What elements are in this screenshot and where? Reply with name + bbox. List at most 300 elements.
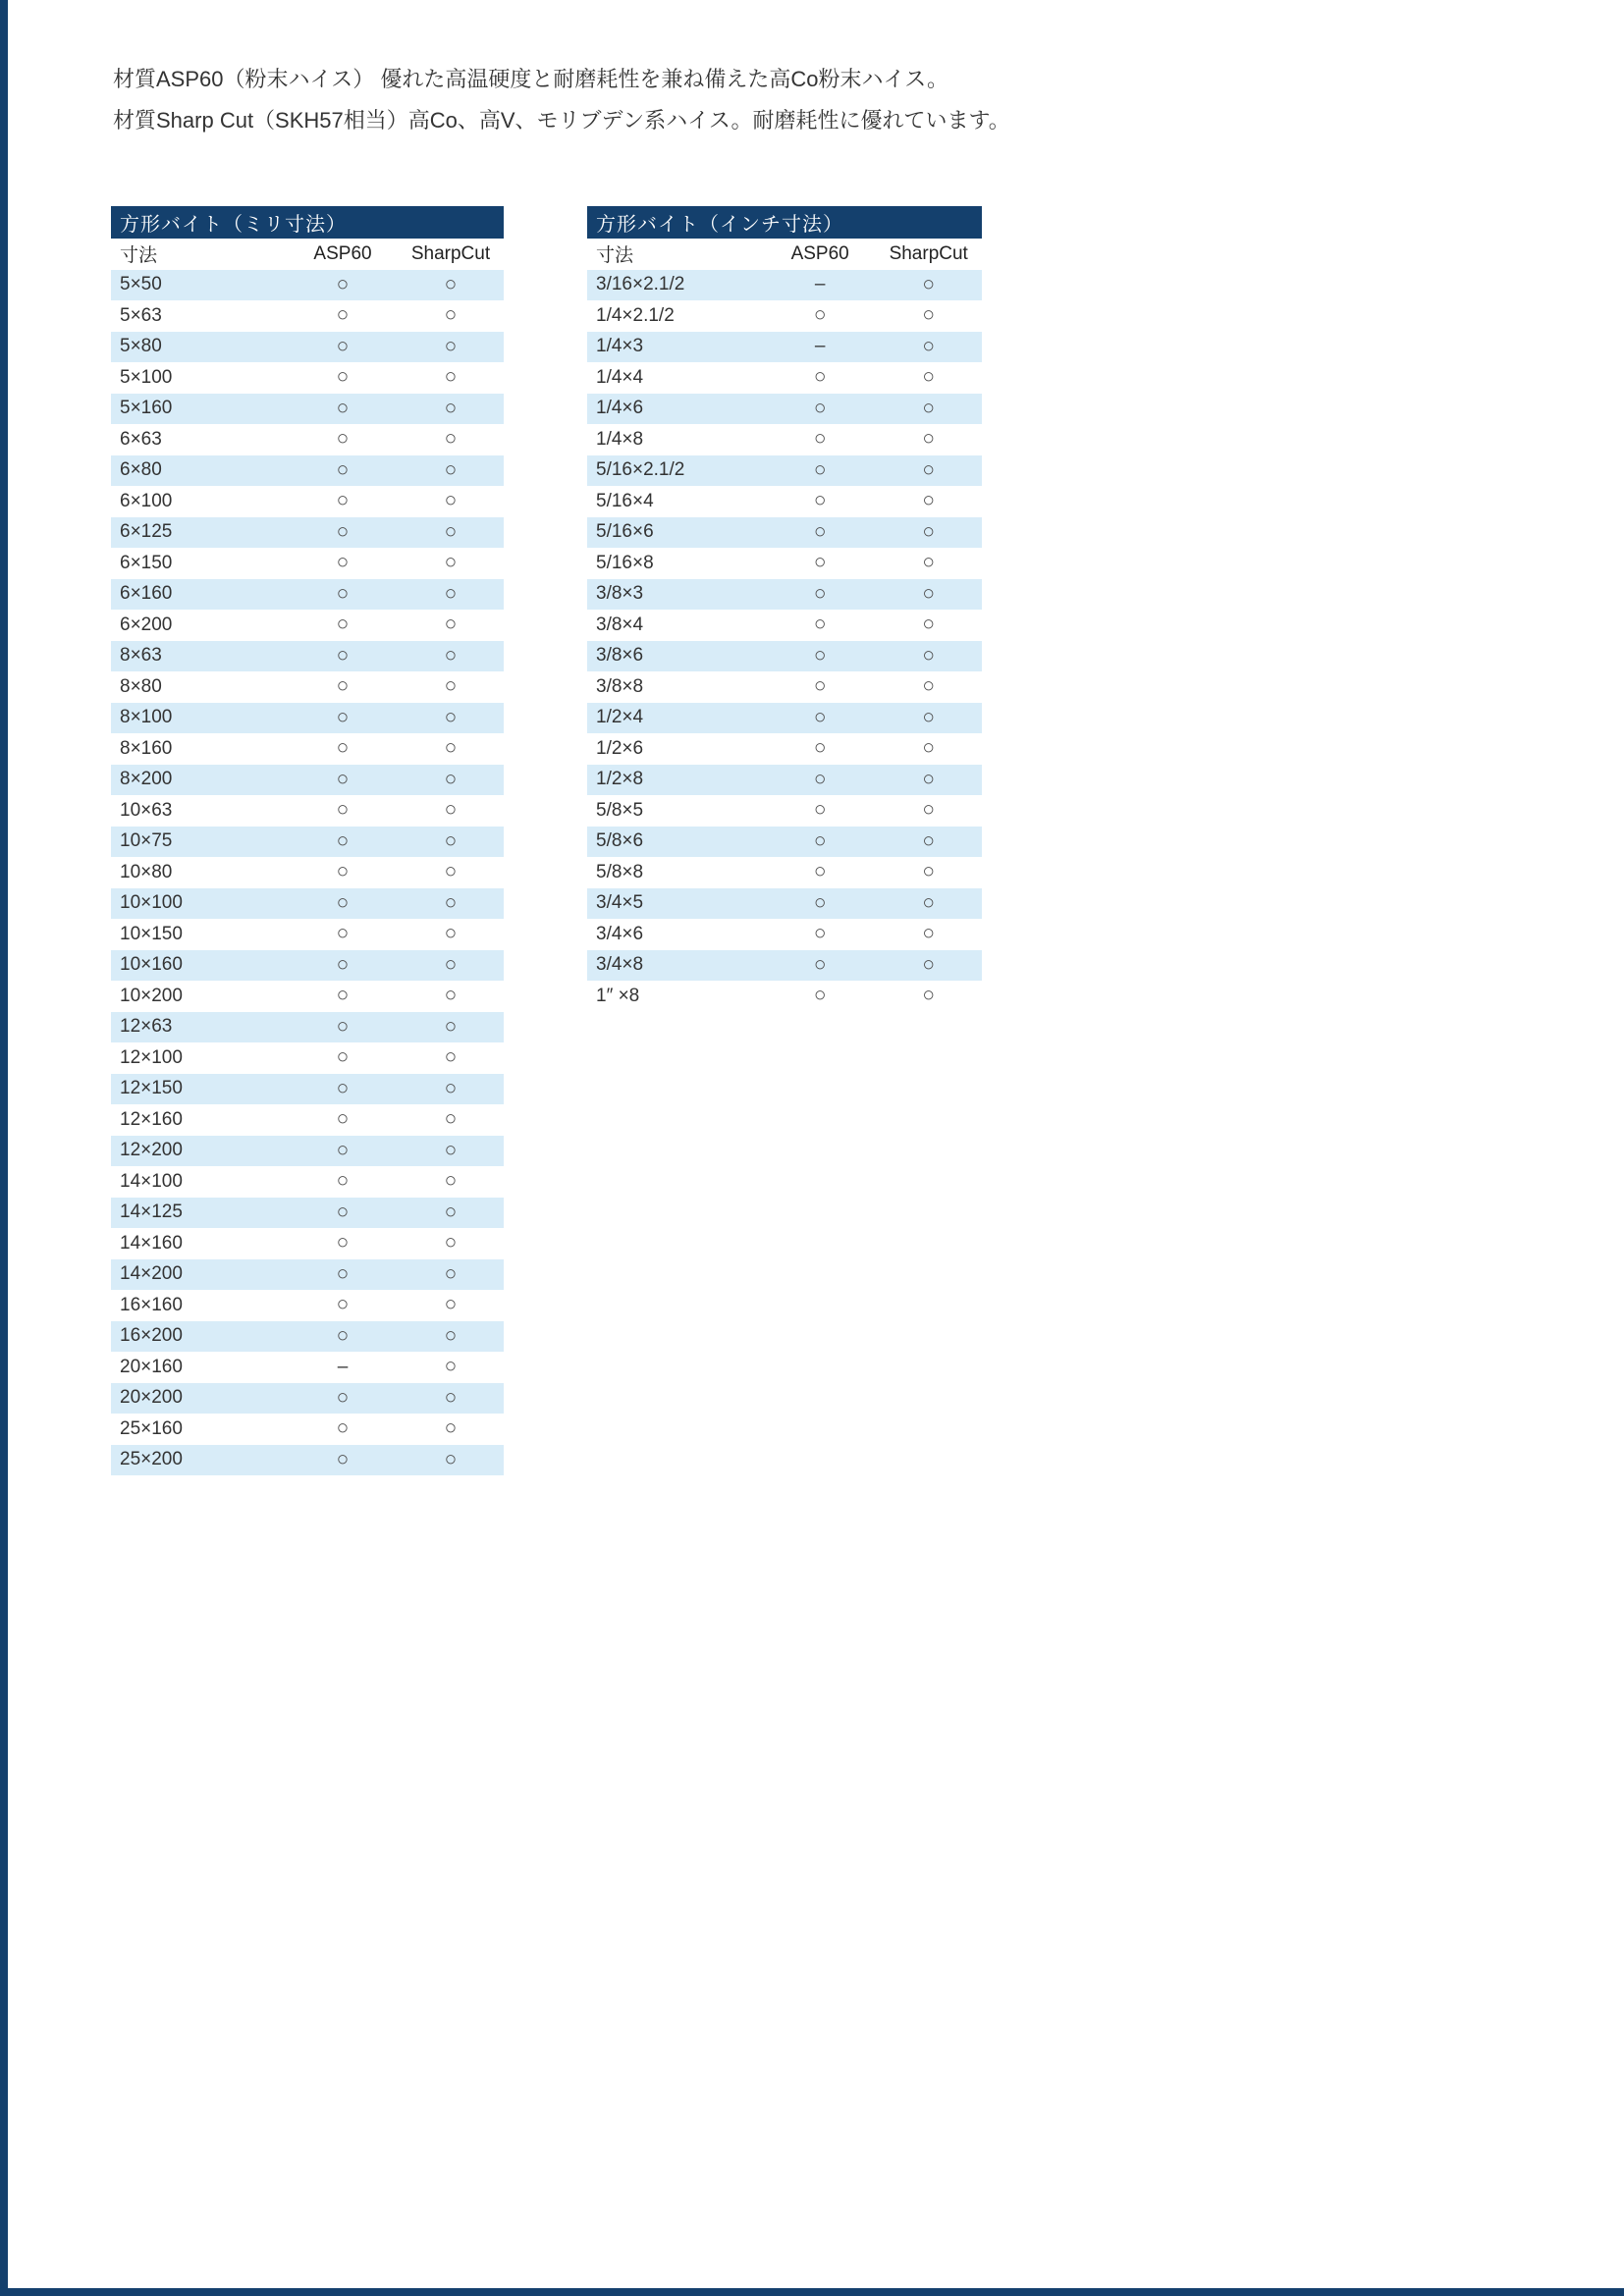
- available-circle-icon: ○: [336, 1448, 350, 1470]
- available-circle-icon: ○: [444, 1294, 458, 1316]
- available-circle-icon: ○: [336, 1015, 350, 1038]
- table-row: [587, 610, 982, 641]
- cell-size: 8×100: [120, 707, 173, 728]
- cell-size: 1/2×8: [596, 769, 644, 790]
- available-circle-icon: ○: [336, 490, 350, 512]
- available-circle-icon: ○: [444, 953, 458, 976]
- cell-asp60: [765, 737, 876, 760]
- cell-size: 6×63: [120, 428, 162, 450]
- available-circle-icon: ○: [444, 1201, 458, 1223]
- cell-size: 1/4×2.1/2: [596, 304, 675, 326]
- cell-asp60: [288, 769, 398, 791]
- cell-size: 6×100: [120, 490, 173, 511]
- cell-size: 5/8×8: [596, 861, 644, 882]
- available-circle-icon: ○: [813, 428, 827, 451]
- cell-size: 3/8×6: [596, 645, 644, 667]
- cell-sharpcut: [398, 614, 504, 636]
- available-circle-icon: ○: [813, 458, 827, 481]
- table-title-mm: 方形バイト（ミリ寸法）: [111, 206, 504, 239]
- available-circle-icon: ○: [444, 1139, 458, 1161]
- cell-size: 6×80: [120, 459, 162, 481]
- cell-size: 5/16×8: [596, 552, 654, 573]
- available-circle-icon: ○: [813, 520, 827, 543]
- page-border-bottom: [0, 2288, 1624, 2296]
- cell-asp60: [288, 1325, 398, 1348]
- table-row: [111, 827, 504, 858]
- column-header-sharpcut: SharpCut: [410, 242, 491, 264]
- cell-asp60: [765, 552, 876, 574]
- cell-asp60: [288, 1201, 398, 1224]
- table-row: [111, 1198, 504, 1229]
- cell-sharpcut: [398, 1201, 504, 1224]
- cell-sharpcut: [398, 954, 504, 977]
- cell-size: 12×200: [120, 1140, 183, 1161]
- cell-asp60: [288, 398, 398, 420]
- table-row: [111, 1012, 504, 1043]
- table-row: [111, 919, 504, 950]
- cell-size: 5×100: [120, 366, 173, 388]
- cell-sharpcut: [398, 985, 504, 1007]
- cell-size: 5/8×6: [596, 830, 644, 852]
- table-row: [111, 579, 504, 611]
- cell-size: 5/16×2.1/2: [596, 459, 685, 481]
- cell-asp60: [765, 366, 876, 389]
- available-circle-icon: ○: [444, 644, 458, 667]
- cell-size: 5×50: [120, 274, 162, 295]
- available-circle-icon: ○: [922, 799, 936, 822]
- available-circle-icon: ○: [336, 304, 350, 327]
- table-row: [587, 827, 982, 858]
- table-row: [111, 517, 504, 549]
- table-row: [587, 795, 982, 827]
- table-row: [587, 950, 982, 982]
- available-circle-icon: ○: [336, 675, 350, 698]
- not-available-dash: –: [814, 274, 826, 295]
- material-description: [113, 59, 1010, 141]
- cell-asp60: [288, 1232, 398, 1255]
- table-row: [111, 332, 504, 363]
- cell-sharpcut: [875, 892, 982, 915]
- cell-size: 5/16×6: [596, 521, 654, 543]
- table-row: [111, 486, 504, 517]
- available-circle-icon: ○: [336, 1108, 350, 1131]
- cell-sharpcut: [398, 366, 504, 389]
- available-circle-icon: ○: [813, 891, 827, 914]
- available-circle-icon: ○: [813, 923, 827, 945]
- available-circle-icon: ○: [444, 458, 458, 481]
- cell-asp60: [765, 398, 876, 420]
- cell-asp60: [765, 985, 876, 1007]
- table-row: [587, 919, 982, 950]
- cell-sharpcut: [875, 583, 982, 606]
- table-row: [111, 733, 504, 765]
- cell-sharpcut: [398, 1294, 504, 1316]
- available-circle-icon: ○: [336, 1139, 350, 1161]
- available-circle-icon: ○: [444, 1170, 458, 1193]
- cell-size: 1″ ×8: [596, 985, 640, 1006]
- cell-size: 3/4×6: [596, 923, 644, 944]
- cell-asp60: [765, 274, 876, 295]
- table-row: [111, 1136, 504, 1167]
- available-circle-icon: ○: [922, 706, 936, 728]
- cell-sharpcut: [398, 428, 504, 451]
- intro-line-sharpcut: 材質Sharp Cut（SKH57相当）高Co、高V、モリブデン系ハイス。耐磨耗性に優れています。: [113, 108, 1010, 133]
- table-row: [587, 517, 982, 549]
- cell-size: 1/2×4: [596, 707, 644, 728]
- available-circle-icon: ○: [444, 799, 458, 822]
- available-circle-icon: ○: [336, 829, 350, 852]
- table-row: [111, 610, 504, 641]
- cell-asp60: [765, 707, 876, 729]
- available-circle-icon: ○: [444, 1386, 458, 1409]
- table-row: [111, 1074, 504, 1105]
- available-circle-icon: ○: [922, 304, 936, 327]
- table-row: [111, 1321, 504, 1353]
- available-circle-icon: ○: [813, 799, 827, 822]
- cell-sharpcut: [398, 737, 504, 760]
- available-circle-icon: ○: [444, 829, 458, 852]
- available-circle-icon: ○: [336, 1201, 350, 1223]
- table-row: [111, 1414, 504, 1445]
- available-circle-icon: ○: [336, 768, 350, 790]
- available-circle-icon: ○: [336, 799, 350, 822]
- available-circle-icon: ○: [336, 335, 350, 357]
- cell-asp60: [288, 490, 398, 512]
- cell-sharpcut: [875, 861, 982, 883]
- available-circle-icon: ○: [336, 891, 350, 914]
- cell-sharpcut: [398, 1140, 504, 1162]
- table-row: [587, 765, 982, 796]
- cell-sharpcut: [398, 769, 504, 791]
- available-circle-icon: ○: [922, 829, 936, 852]
- available-circle-icon: ○: [922, 335, 936, 357]
- cell-asp60: [288, 1294, 398, 1316]
- cell-sharpcut: [398, 1108, 504, 1131]
- cell-asp60: [288, 1016, 398, 1039]
- available-circle-icon: ○: [813, 706, 827, 728]
- available-circle-icon: ○: [444, 1015, 458, 1038]
- cell-size: 12×160: [120, 1108, 183, 1130]
- cell-asp60: [288, 954, 398, 977]
- cell-sharpcut: [875, 707, 982, 729]
- available-circle-icon: ○: [336, 1077, 350, 1099]
- table-row: [587, 424, 982, 455]
- cell-asp60: [765, 769, 876, 791]
- cell-sharpcut: [398, 304, 504, 327]
- cell-sharpcut: [875, 459, 982, 482]
- cell-sharpcut: [398, 583, 504, 606]
- cell-size: 1/4×4: [596, 366, 644, 388]
- cell-size: 1/4×3: [596, 336, 644, 357]
- available-circle-icon: ○: [813, 985, 827, 1007]
- available-circle-icon: ○: [336, 1232, 350, 1255]
- cell-size: 1/4×8: [596, 428, 644, 450]
- table-row: [587, 733, 982, 765]
- table-row: [111, 1383, 504, 1415]
- available-circle-icon: ○: [336, 953, 350, 976]
- available-circle-icon: ○: [444, 428, 458, 451]
- available-circle-icon: ○: [336, 397, 350, 419]
- available-circle-icon: ○: [444, 366, 458, 389]
- cell-size: 10×75: [120, 830, 173, 852]
- available-circle-icon: ○: [813, 644, 827, 667]
- cell-sharpcut: [875, 769, 982, 791]
- cell-asp60: [288, 675, 398, 698]
- available-circle-icon: ○: [922, 490, 936, 512]
- cell-sharpcut: [398, 1232, 504, 1255]
- table-row: [587, 332, 982, 363]
- cell-asp60: [288, 1170, 398, 1193]
- available-circle-icon: ○: [336, 366, 350, 389]
- page-border-left: [0, 0, 8, 2296]
- cell-size: 5×63: [120, 304, 162, 326]
- table-row: [587, 300, 982, 332]
- cell-sharpcut: [875, 336, 982, 358]
- cell-asp60: [288, 366, 398, 389]
- cell-size: 12×63: [120, 1016, 173, 1038]
- available-circle-icon: ○: [922, 923, 936, 945]
- table-row: [111, 394, 504, 425]
- cell-size: 3/8×8: [596, 675, 644, 697]
- table-row: [587, 455, 982, 487]
- available-circle-icon: ○: [922, 552, 936, 574]
- cell-sharpcut: [398, 1387, 504, 1410]
- cell-sharpcut: [398, 459, 504, 482]
- cell-size: 20×200: [120, 1387, 183, 1409]
- available-circle-icon: ○: [444, 737, 458, 760]
- available-circle-icon: ○: [444, 768, 458, 790]
- cell-sharpcut: [398, 274, 504, 296]
- cell-size: 3/16×2.1/2: [596, 274, 685, 295]
- cell-asp60: [765, 583, 876, 606]
- table-row: [111, 1228, 504, 1259]
- cell-asp60: [288, 1417, 398, 1440]
- table-row: [111, 424, 504, 455]
- cell-asp60: [765, 675, 876, 698]
- cell-size: 8×80: [120, 675, 162, 697]
- available-circle-icon: ○: [336, 1046, 350, 1069]
- table-row: [111, 795, 504, 827]
- table-row: [111, 1259, 504, 1291]
- table-row: [111, 270, 504, 301]
- available-circle-icon: ○: [444, 335, 458, 357]
- cell-sharpcut: [875, 830, 982, 853]
- cell-asp60: [288, 1108, 398, 1131]
- cell-sharpcut: [875, 954, 982, 977]
- available-circle-icon: ○: [336, 644, 350, 667]
- table-row: [111, 1166, 504, 1198]
- cell-size: 8×63: [120, 645, 162, 667]
- cell-asp60: [288, 274, 398, 296]
- table-row: [111, 950, 504, 982]
- cell-sharpcut: [398, 1356, 504, 1378]
- available-circle-icon: ○: [444, 1356, 458, 1378]
- cell-asp60: [288, 707, 398, 729]
- available-circle-icon: ○: [813, 829, 827, 852]
- available-circle-icon: ○: [922, 366, 936, 389]
- cell-size: 14×125: [120, 1201, 183, 1223]
- cell-size: 25×160: [120, 1417, 183, 1439]
- table-row: [111, 1042, 504, 1074]
- table-row: [587, 394, 982, 425]
- available-circle-icon: ○: [922, 520, 936, 543]
- cell-asp60: [288, 892, 398, 915]
- cell-asp60: [288, 1263, 398, 1286]
- available-circle-icon: ○: [444, 861, 458, 883]
- available-circle-icon: ○: [336, 552, 350, 574]
- cell-asp60: [288, 799, 398, 822]
- table-row: [111, 765, 504, 796]
- cell-asp60: [765, 923, 876, 945]
- available-circle-icon: ○: [336, 614, 350, 636]
- available-circle-icon: ○: [444, 304, 458, 327]
- cell-asp60: [288, 552, 398, 574]
- available-circle-icon: ○: [813, 397, 827, 419]
- cell-sharpcut: [398, 1078, 504, 1100]
- table-header-row: [111, 239, 504, 270]
- table-title-inch: 方形バイト（インチ寸法）: [587, 206, 982, 239]
- column-header-asp60: ASP60: [790, 242, 849, 264]
- cell-sharpcut: [398, 1016, 504, 1039]
- cell-size: 10×200: [120, 985, 183, 1006]
- cell-size: 10×100: [120, 892, 183, 914]
- column-header-sharpcut: SharpCut: [889, 242, 968, 264]
- cell-size: 1/2×6: [596, 737, 644, 759]
- available-circle-icon: ○: [813, 675, 827, 698]
- available-circle-icon: ○: [444, 1077, 458, 1099]
- cell-size: 20×160: [120, 1356, 183, 1377]
- cell-size: 16×200: [120, 1325, 183, 1347]
- available-circle-icon: ○: [444, 614, 458, 636]
- available-circle-icon: ○: [444, 985, 458, 1007]
- table-row: [587, 857, 982, 888]
- table-row: [111, 1445, 504, 1476]
- available-circle-icon: ○: [813, 582, 827, 605]
- cell-sharpcut: [875, 985, 982, 1007]
- cell-sharpcut: [398, 336, 504, 358]
- cell-sharpcut: [398, 1263, 504, 1286]
- cell-asp60: [288, 614, 398, 636]
- cell-asp60: [288, 1140, 398, 1162]
- cell-size: 14×160: [120, 1232, 183, 1254]
- table-row: [587, 486, 982, 517]
- cell-asp60: [288, 304, 398, 327]
- available-circle-icon: ○: [336, 923, 350, 945]
- cell-asp60: [288, 336, 398, 358]
- cell-sharpcut: [398, 490, 504, 512]
- cell-size: 10×150: [120, 923, 183, 944]
- available-circle-icon: ○: [922, 644, 936, 667]
- available-circle-icon: ○: [336, 582, 350, 605]
- available-circle-icon: ○: [336, 861, 350, 883]
- cell-asp60: [288, 583, 398, 606]
- cell-size: 8×200: [120, 769, 173, 790]
- available-circle-icon: ○: [444, 706, 458, 728]
- cell-asp60: [765, 304, 876, 327]
- cell-size: 12×150: [120, 1078, 183, 1099]
- available-circle-icon: ○: [444, 1262, 458, 1285]
- cell-asp60: [765, 799, 876, 822]
- cell-size: 3/8×4: [596, 614, 644, 635]
- cell-asp60: [288, 1046, 398, 1069]
- table-row: [587, 641, 982, 672]
- cell-sharpcut: [875, 645, 982, 667]
- available-circle-icon: ○: [336, 458, 350, 481]
- cell-size: 3/4×8: [596, 954, 644, 976]
- cell-asp60: [765, 861, 876, 883]
- available-circle-icon: ○: [444, 582, 458, 605]
- cell-sharpcut: [398, 707, 504, 729]
- cell-size: 5/16×4: [596, 490, 654, 511]
- cell-asp60: [288, 645, 398, 667]
- table-row: [111, 641, 504, 672]
- available-circle-icon: ○: [444, 675, 458, 698]
- table-row: [587, 703, 982, 734]
- cell-asp60: [288, 737, 398, 760]
- cell-asp60: [765, 645, 876, 667]
- cell-sharpcut: [875, 923, 982, 945]
- cell-sharpcut: [875, 428, 982, 451]
- cell-sharpcut: [398, 398, 504, 420]
- available-circle-icon: ○: [922, 953, 936, 976]
- cell-size: 1/4×6: [596, 398, 644, 419]
- cell-sharpcut: [875, 552, 982, 574]
- cell-sharpcut: [398, 861, 504, 883]
- cell-asp60: [765, 336, 876, 357]
- cell-asp60: [288, 1078, 398, 1100]
- table-row: [111, 671, 504, 703]
- cell-sharpcut: [398, 1046, 504, 1069]
- cell-size: 6×200: [120, 614, 173, 635]
- available-circle-icon: ○: [922, 458, 936, 481]
- available-circle-icon: ○: [444, 1448, 458, 1470]
- cell-size: 3/8×3: [596, 583, 644, 605]
- cell-size: 6×125: [120, 521, 173, 543]
- cell-size: 16×160: [120, 1294, 183, 1315]
- available-circle-icon: ○: [444, 273, 458, 295]
- available-circle-icon: ○: [336, 520, 350, 543]
- available-circle-icon: ○: [922, 985, 936, 1007]
- table-row: [587, 362, 982, 394]
- available-circle-icon: ○: [336, 273, 350, 295]
- cell-size: 10×63: [120, 799, 173, 821]
- available-circle-icon: ○: [922, 768, 936, 790]
- cell-asp60: [288, 1387, 398, 1410]
- table-row: [111, 548, 504, 579]
- cell-sharpcut: [875, 675, 982, 698]
- cell-asp60: [288, 923, 398, 945]
- cell-size: 10×160: [120, 954, 183, 976]
- cell-asp60: [765, 459, 876, 482]
- cell-sharpcut: [398, 923, 504, 945]
- cell-asp60: [288, 521, 398, 544]
- table-row: [587, 548, 982, 579]
- table-row: [111, 455, 504, 487]
- available-circle-icon: ○: [922, 614, 936, 636]
- available-circle-icon: ○: [922, 428, 936, 451]
- cell-sharpcut: [398, 1325, 504, 1348]
- table-row: [587, 579, 982, 611]
- available-circle-icon: ○: [922, 675, 936, 698]
- table-row: [111, 362, 504, 394]
- cell-sharpcut: [398, 521, 504, 544]
- cell-asp60: [288, 985, 398, 1007]
- available-circle-icon: ○: [444, 1324, 458, 1347]
- cell-size: 6×150: [120, 552, 173, 573]
- table-row: [111, 703, 504, 734]
- available-circle-icon: ○: [813, 366, 827, 389]
- available-circle-icon: ○: [444, 1046, 458, 1069]
